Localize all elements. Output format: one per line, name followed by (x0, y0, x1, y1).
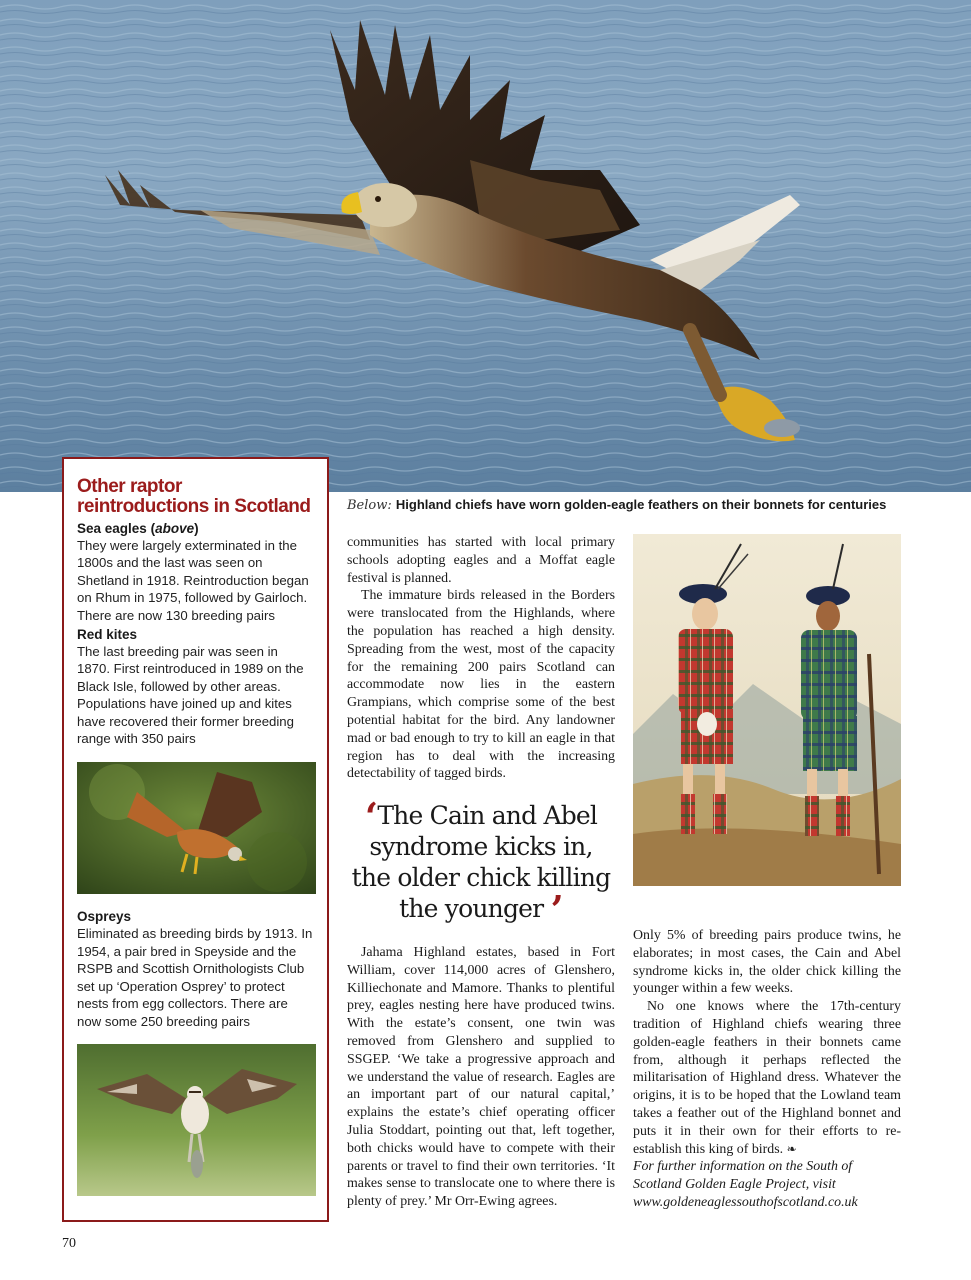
red-kites-text: The last breeding pair was seen in 1870. First reintroduced in 1989 on the Black Isle, followed by other areas. Populations have joined up and kites have recovered their former breeding range with 350 pairs (77, 644, 304, 747)
article-paragraph-5-text: No one knows where the 17th-century tradition of Highland chiefs wearing three golden-eagle feathers in their bonnets came from, although it perhaps reflected the militarisation of Highland dress. Whatever the origins, it is to be hoped that the Lowland team takes a feather out of the Highland bonnet and puts it in their own for their efforts to re-establish this king of birds. (633, 999, 901, 1157)
feather-end-icon: ❧ (786, 1141, 797, 1156)
pull-quote-text: The Cain and Abel syndrome kicks in, the older chick killing the younger (351, 801, 611, 923)
article-paragraph-5 (633, 998, 901, 1158)
pull-quote-open-mark: ‘ (364, 794, 378, 839)
ospreys-text: Eliminated as breeding birds by 1913. In 1954, a pair bred in Speyside and the RSPB and Scottish Ornithologists Club set up ‘Operation Osprey’ to protect nests from egg collectors. There are now some 250 breeding pairs (77, 926, 313, 1029)
sea-eagles-heading-note: above (155, 521, 195, 536)
sidebar-title: Other raptor reintroductions in Scotland (77, 476, 311, 517)
red-kites-heading: Red kites (77, 627, 138, 643)
sea-eagles-heading-note-open: ( (146, 521, 156, 536)
article-paragraph-2: The immature birds released in the Borders were translocated from the Highlands, where the population has reached a high density. Spreading from the west, most of the capacity for the remaining 200 pairs Scotland can accommodate now lies in the eastern Grampians, which comprise some of the best potential habitat for the bird. Any landowner mad or bad enough to try to kill an eagle in that region has to deal with the increasing detectability of tagged birds. (347, 588, 615, 782)
raptor-sidebar-box (62, 457, 329, 1222)
osprey-illustration (77, 1044, 316, 1196)
page-number: 70 (62, 1236, 76, 1251)
highland-chiefs-drawing (633, 534, 901, 886)
red-kite-illustration (77, 762, 316, 894)
caption-label: Below: (347, 498, 396, 513)
hero-photo-sea-eagle (0, 0, 971, 492)
sea-eagles-heading-text: Sea eagles (77, 521, 147, 536)
sea-eagle-illustration (0, 0, 971, 492)
pull-quote (347, 794, 615, 932)
osprey-photo (77, 1044, 316, 1196)
article-column-1-bottom (347, 944, 615, 1211)
highland-chiefs-illustration (633, 534, 901, 886)
article-column-1-top (347, 534, 615, 783)
sea-eagles-text: They were largely exterminated in the 1800s and the last was seen on Shetland in 1918. Reintroduction began on Rhum in 1975, followed by Gairloch. There are now 130 breeding pairs (77, 538, 309, 623)
red-kite-photo (77, 762, 316, 894)
article-paragraph-3: Jahama Highland estates, based in Fort William, cover 114,000 acres of Glenshero, Killiechonate and Mamore. Thanks to plentiful prey, eagles nesting here have produced twins. With the estate’s consent, one twin was removed from Glenshero and supplied to SSGEP. ‘We take a progressive approach and we understand the value of research. Eagles are an important part of our natural capital,’ explains the estate’s chief operating officer Julia Stoddart, pointing out that, left together, both chicks would have to compete with their parents or travel to find their own territories. ‘It makes sense to translocate one to where there is plenty of prey.’ Mr Orr-Ewing agrees. (347, 945, 615, 1210)
article-paragraph-4: Only 5% of breeding pairs produce twins, he elaborates; in most cases, the Cain and Abel syndrome kicks in, the older chick killing the younger within a few weeks. (633, 928, 901, 997)
ospreys-heading: Ospreys (77, 909, 132, 925)
caption-text: Highland chiefs have worn golden-eagle feathers on their bonnets for centuries (395, 497, 887, 512)
sea-eagles-heading (77, 520, 314, 537)
article-paragraph-1: communities has started with local primary schools adopting eagles and a Moffat eagle festival is planned. (347, 535, 615, 586)
pull-quote-close-mark: ’ (550, 887, 563, 932)
sea-eagles-heading-note-close: ) (194, 521, 199, 536)
further-information: For further information on the South of Scotland Golden Eagle Project, visit www.goldeneaglessouthofscotland.co.uk (633, 1159, 858, 1210)
image-caption (347, 496, 907, 515)
article-column-2 (633, 927, 901, 1212)
